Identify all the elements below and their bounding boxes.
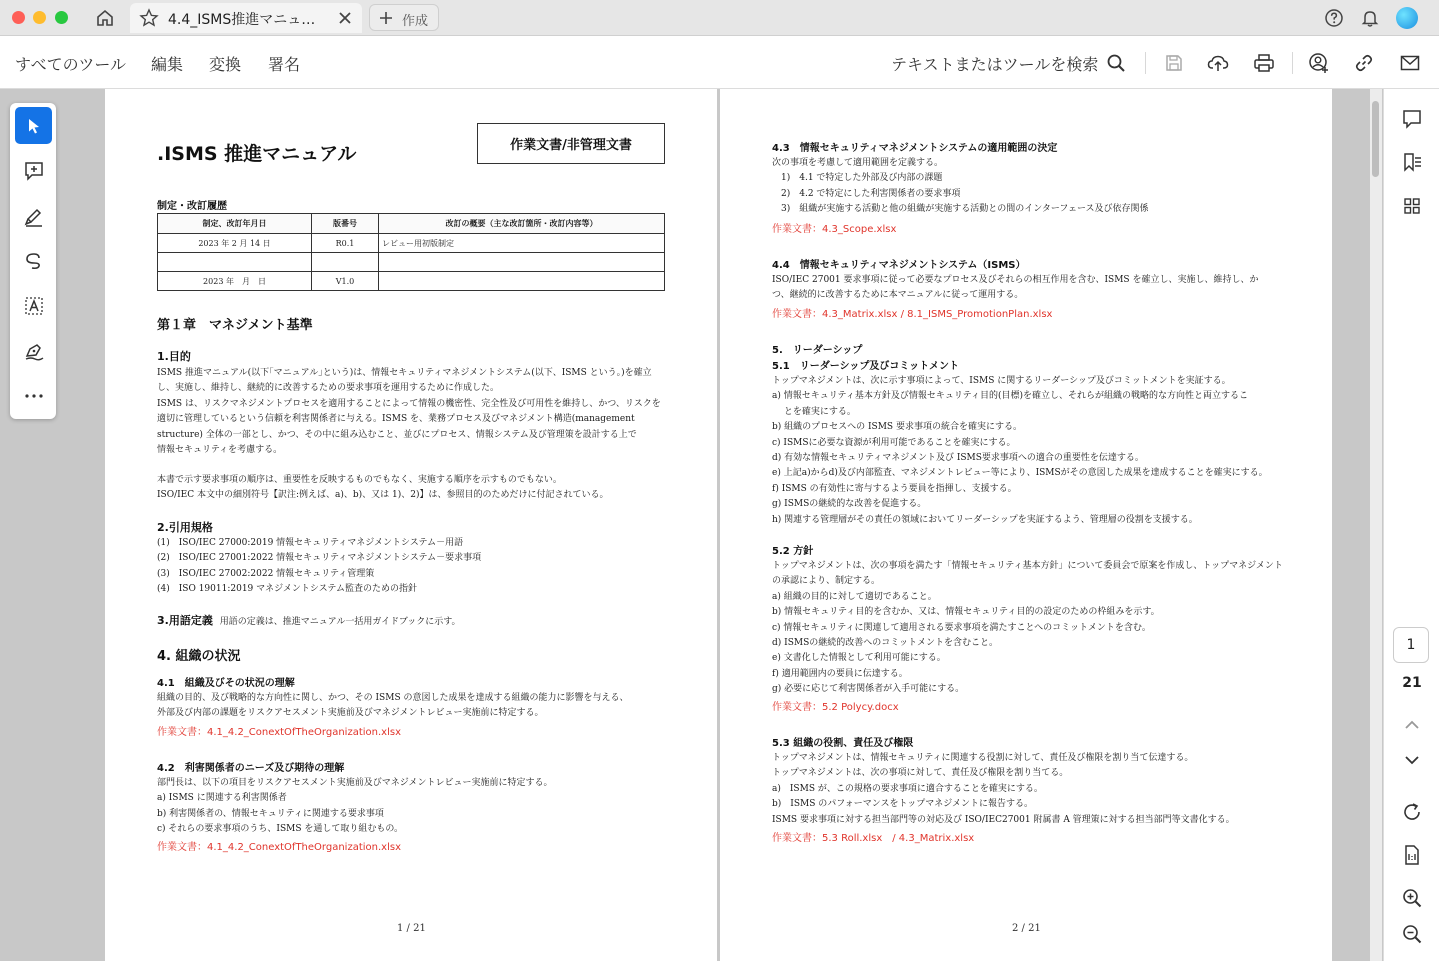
text-line: a) 組織の目的に対して適切であること。 — [772, 591, 937, 602]
text-line: トップマネジメントは、次の事項を満たす「情報セキュリティ基本方針」について委員会で原案を作成し、トップマネジメント — [772, 561, 1283, 571]
text-line: トップマネジメントは、情報セキュリティに関連する役割に対して、責任及び権限を割り当て伝達する。 — [772, 753, 1194, 763]
document-page-1 — [105, 89, 717, 961]
new-tab-label: 作成 — [402, 14, 429, 29]
table-row — [158, 234, 665, 253]
top-toolbar — [0, 36, 1439, 89]
text-line: d) 有効な情報セキュリティマネジメント及び ISMS要求事項への適合の重要性を伝達する。 — [772, 453, 1144, 464]
star-icon[interactable] — [138, 7, 160, 29]
paragraph — [157, 536, 481, 598]
subsection-heading: 4.4 情報セキュリティマネジメントシステム（ISMS） — [772, 260, 1026, 271]
paragraph — [772, 751, 1235, 828]
title-bar — [0, 0, 1439, 36]
text-line: 用語の定義は、推進マニュアル一括用ガイドブックに示す。 — [219, 617, 461, 627]
vertical-scrollbar[interactable] — [1370, 89, 1382, 961]
text-line: ISMS 要求事項に対する担当部門等の対応及び ISO/IEC27001 附属書 A 管理策に対する担当部門等文書化する。 — [772, 814, 1235, 825]
table-cell: V1.0 — [312, 272, 379, 291]
text-line: (3) ISO/IEC 27002:2022 情報セキュリティ管理策 — [157, 568, 375, 579]
left-tool-palette — [10, 103, 56, 419]
text-line: ISMS 推進マニュアル(以下｢マニュアル｣という)は、情報セキュリティマネジメントシステム(以下、ISMS という。)を確立 — [157, 368, 652, 378]
text-line: ISO/IEC 本文中の細別符号【訳注:例えば、a)、b)、又は 1)、2)】は、参照目的のためだけに付記されている。 — [157, 490, 609, 501]
chevron-down-icon[interactable] — [1400, 748, 1424, 772]
page-footer: 2 / 21 — [1012, 923, 1041, 934]
text-line: の承認により、制定する。 — [772, 576, 881, 587]
paragraph — [772, 559, 1283, 698]
text-line: structure) 全体の一部とし、かつ、その中に組み込むこと、並びにプロセス、情報システム及び管理策を設計する上で — [157, 429, 637, 440]
close-tab-icon[interactable] — [336, 9, 354, 27]
table-cell: R0.1 — [312, 234, 379, 253]
table-header: 制定、改訂年月日 — [158, 214, 312, 234]
text-line: (4) ISO 19011:2019 マネジメントシステム監査のための指針 — [157, 584, 417, 595]
document-title: .ISMS 推進マニュアル — [157, 143, 357, 165]
paragraph — [157, 691, 628, 722]
highlight-pen-icon[interactable] — [15, 197, 52, 234]
text-line: b) 情報セキュリティ目的を含むか、又は、情報セキュリティ目的の設定のための枠組みを示す。 — [772, 607, 1160, 618]
toolbar-divider — [1292, 52, 1293, 74]
text-line: 適切に管理しているという信頼を利害関係者に与える。ISMS を、業務プロセス及びマネジメント構造(management — [157, 414, 635, 425]
search-icon[interactable] — [1103, 50, 1129, 76]
chevron-up-icon[interactable] — [1400, 713, 1424, 737]
text-line: (2) ISO/IEC 27001:2022 情報セキュリティマネジメントシステム－要求事項 — [157, 553, 482, 564]
text-line: トップマネジメントは、次の事項に対して、責任及び権限を割り当てる。 — [772, 768, 1069, 779]
work-document-reference: 作業文書：4.1_4.2_ConextOfTheOrganization.xlsx — [157, 727, 401, 738]
subsection-heading: 4.2 利害関係者のニーズ及び期待の理解 — [157, 763, 345, 774]
cloud-upload-icon[interactable] — [1205, 50, 1231, 76]
text-line: f) ISMS の有効性に寄与するよう要員を指揮し、支援する。 — [772, 483, 1017, 494]
subsection-heading: 5.2 方針 — [772, 546, 814, 557]
text-line: a) 情報セキュリティ基本方針及び情報セキュリティ目的(目標)を確立し、それらが組織の戦略的な方向性と両立するこ — [772, 391, 1248, 402]
text-line: b) 組織のプロセスへの ISMS 要求事項の統合を確実にする。 — [772, 422, 1022, 433]
text-line: a) ISMS が、この規格の要求事項に適合することを確実にする。 — [772, 783, 1043, 794]
right-side-panel — [1383, 89, 1439, 961]
print-icon[interactable] — [1251, 50, 1277, 76]
actual-size-icon[interactable] — [1398, 841, 1426, 869]
text-line: 部門長は、以下の項目をリスクアセスメント実施前及びマネジメントレビュー実施前に特定する。 — [157, 778, 553, 788]
table-cell — [312, 253, 379, 272]
comments-panel-icon[interactable] — [1398, 105, 1426, 133]
text-line: c) それらの要求事項のうち、ISMS を通して取り組むもの。 — [157, 824, 404, 835]
work-document-reference: 作業文書：5.3 Roll.xlsx / 4.3_Matrix.xlsx — [772, 833, 975, 844]
section-heading: 2.引用規格 — [157, 521, 213, 534]
text-line: a) ISMS に関連する利害関係者 — [157, 793, 287, 804]
subsection-heading: 5.3 組織の役割、責任及び権限 — [772, 738, 914, 749]
menu-all-tools[interactable]: すべてのツール — [15, 55, 127, 74]
bookmarks-panel-icon[interactable] — [1398, 148, 1426, 176]
minimize-window-button[interactable] — [33, 11, 46, 24]
text-line: 外部及び内部の課題をリスクアセスメント実施前及びマネジメントレビュー実施前に特定する。 — [157, 708, 544, 719]
zoom-out-icon[interactable] — [1398, 920, 1426, 948]
text-line: 2) 4.2 で特定にした利害関係者の要求事項 — [772, 188, 961, 199]
select-tool-button[interactable] — [15, 107, 52, 144]
draw-freehand-icon[interactable] — [15, 242, 52, 279]
work-document-reference: 作業文書：5.2 Polycy.docx — [772, 702, 899, 713]
document-status-stamp: 作業文書/非管理文書 — [477, 123, 665, 164]
scrollbar-thumb[interactable] — [1372, 101, 1379, 177]
more-tools-icon[interactable] — [15, 377, 52, 414]
text-line: 次の事項を考慮して適用範囲を定義する。 — [772, 158, 944, 168]
save-icon[interactable] — [1161, 50, 1187, 76]
text-line: つ、継続的に改善するために本マニュアルに従って運用する。 — [772, 290, 1024, 301]
text-line: b) ISMS のパフォーマンスをトップマネジメントに報告する。 — [772, 799, 1033, 810]
text-line: 組織の目的、及び戦略的な方向性に関し、かつ、その ISMS の意図した成果を達成する組織の能力に影響を与える、 — [157, 693, 629, 703]
table-header: 改訂の概要（主な改訂箇所・改訂内容等） — [379, 214, 665, 234]
text-line: c) 情報セキュリティに関連して適用される要求事項を満たすことへのコミットメントを含む。 — [772, 622, 1151, 633]
work-document-reference: 作業文書：4.1_4.2_ConextOfTheOrganization.xlsx — [157, 842, 401, 853]
page-footer: 1 / 21 — [397, 923, 426, 934]
paragraph — [772, 374, 1268, 528]
section-heading: 5. リーダーシップ — [772, 345, 863, 356]
text-line: トップマネジメントは、次に示す事項によって、ISMS に関するリーダーシップ及びコミットメントを実証する。 — [772, 376, 1231, 386]
help-icon[interactable] — [1322, 6, 1346, 30]
new-tab-button[interactable] — [369, 4, 439, 31]
text-line: 本書で示す要求事項の順序は、重要性を反映するものでもなく、実施する順序を示すものでもない。 — [157, 475, 562, 485]
section-heading: 1.目的 — [157, 350, 191, 363]
table-cell: 2023 年 月 日 — [158, 272, 312, 291]
table-cell: 2023 年 2 月 14 日 — [158, 234, 312, 253]
text-line: e) 上記a)からd)及び内部監査、マネジメントレビュー等により、ISMSがその意図した成果を達成することを確実にする。 — [772, 468, 1268, 479]
paragraph — [772, 156, 1149, 218]
avatar[interactable] — [1396, 7, 1418, 29]
table-cell: レビュー用初版制定 — [379, 234, 665, 253]
paragraph — [157, 776, 552, 838]
share-user-icon[interactable] — [1306, 50, 1332, 76]
mail-icon[interactable] — [1397, 50, 1423, 76]
section-heading: 3.用語定義 — [157, 614, 213, 627]
revision-history-table — [157, 213, 665, 291]
document-page-2 — [720, 89, 1332, 961]
work-document-reference: 作業文書：4.3_Matrix.xlsx / 8.1_ISMS_PromotionPlan.xlsx — [772, 309, 1053, 320]
close-window-button[interactable] — [12, 11, 25, 24]
text-line: h) 関連する管理層がその責任の領域においてリーダーシップを実証するよう、管理層の役割を支援する。 — [772, 514, 1198, 525]
bell-icon[interactable] — [1358, 6, 1382, 30]
current-page-input[interactable]: 1 — [1393, 627, 1429, 663]
text-line: c) ISMSに必要な資源が利用可能であることを確実にする。 — [772, 437, 1016, 448]
home-icon[interactable] — [93, 6, 117, 30]
text-line: し、実施し、維持し、継続的に改善するための要求事項を運用するために作成した。 — [157, 383, 500, 394]
table-row — [158, 272, 665, 291]
menu-convert[interactable]: 変換 — [209, 55, 242, 74]
plus-icon — [378, 10, 394, 26]
toolbar-divider — [1145, 52, 1146, 74]
subsection-heading: 5.1 リーダーシップ及びコミットメント — [772, 361, 960, 372]
text-line: ISO/IEC 27001 要求事項に従って必要なプロセス及びそれらの相互作用を含む、ISMS を確立し、実施し、維持し、か — [772, 275, 1259, 285]
text-line: f) 適用範囲内の要員に伝達する。 — [772, 668, 908, 679]
total-pages: 21 — [1402, 675, 1422, 691]
table-row — [158, 253, 665, 272]
zoom-window-button[interactable] — [55, 11, 68, 24]
zoom-in-icon[interactable] — [1398, 884, 1426, 912]
menu-sign[interactable]: 署名 — [268, 55, 301, 74]
menu-edit[interactable]: 編集 — [151, 55, 184, 74]
text-line: ISMS は、リスクマネジメントプロセスを適用することによって情報の機密性、完全性及び可用性を維持し、かつ、リスクを — [157, 398, 661, 409]
history-label: 制定・改訂履歴 — [157, 201, 227, 212]
subsection-heading: 4.3 情報セキュリティマネジメントシステムの適用範囲の決定 — [772, 143, 1058, 154]
text-line: g) ISMSの継続的な改善を促進する。 — [772, 499, 927, 510]
text-box-icon[interactable] — [15, 287, 52, 324]
paragraph — [157, 473, 609, 504]
document-tab[interactable] — [130, 3, 362, 33]
text-line: 1) 4.1 で特定した外部及び内部の課題 — [772, 173, 943, 184]
thumbnails-panel-icon[interactable] — [1398, 192, 1426, 220]
text-line: (1) ISO/IEC 27000:2019 情報セキュリティマネジメントシステム－用語 — [157, 538, 464, 548]
search-tools-label[interactable]: テキストまたはツールを検索 — [891, 55, 1099, 74]
sign-icon[interactable] — [15, 332, 52, 369]
text-line: e) 文書化した情報として利用可能にする。 — [772, 653, 946, 664]
paragraph — [157, 613, 460, 630]
table-cell — [379, 272, 665, 291]
work-document-reference: 作業文書：4.3_Scope.xlsx — [772, 224, 897, 235]
subsection-heading: 4.1 組織及びその状況の理解 — [157, 678, 295, 689]
table-header: 版番号 — [312, 214, 379, 234]
paragraph — [772, 273, 1258, 304]
rotate-icon[interactable] — [1398, 798, 1426, 826]
text-line: 情報セキュリティを考慮する。 — [157, 445, 283, 456]
text-line: b) 利害関係者の、情報セキュリティに関連する要求事項 — [157, 808, 384, 819]
text-line: d) ISMSの継続的改善へのコミットメントを含むこと。 — [772, 638, 998, 649]
tab-title: 4.4_ISMS推進マニュ… — [168, 12, 316, 28]
section-heading: 4. 組織の状況 — [157, 649, 241, 664]
chapter-heading: 第１章 マネジメント基準 — [157, 318, 313, 333]
table-cell — [379, 253, 665, 272]
text-line: とを確実にする。 — [772, 406, 856, 417]
link-icon[interactable] — [1351, 50, 1377, 76]
table-cell — [158, 253, 312, 272]
text-line: g) 必要に応じて利害関係者が入手可能にする。 — [772, 684, 965, 695]
paragraph — [157, 366, 661, 458]
add-comment-icon[interactable] — [15, 152, 52, 189]
text-line: 3) 組織が実施する活動と他の組織が実施する活動との間のインターフェース及び依存関係 — [772, 204, 1149, 215]
